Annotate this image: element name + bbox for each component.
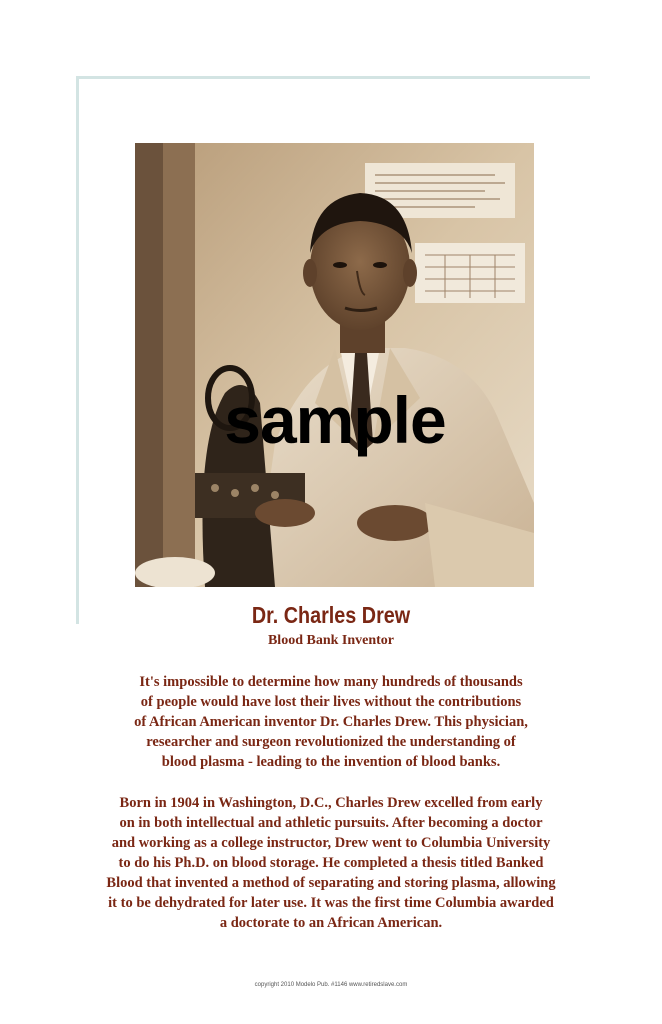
paragraph-line: it to be dehydrated for later use. It was the first time Columbia awarded xyxy=(108,895,554,911)
page-title: Dr. Charles Drew xyxy=(251,602,411,628)
paragraph-line: blood plasma - leading to the invention of blood banks. xyxy=(161,754,501,770)
copyright-notice: copyright 2010 Modelo Pub. #1146 www.retiredslave.com xyxy=(254,982,408,988)
paragraph-line: It's impossible to determine how many hundreds of thousands xyxy=(139,674,523,690)
paragraph-line: on in both intellectual and athletic pursuits. After becoming a doctor xyxy=(119,815,543,831)
paragraph-line: Born in 1904 in Washington, D.C., Charles Drew excelled from early xyxy=(119,795,543,811)
paragraph-line: of African American inventor Dr. Charles Drew. This physician, xyxy=(134,714,528,730)
paragraph-line: a doctorate to an African American. xyxy=(219,915,443,931)
paragraph-line: and working as a college instructor, Drew went to Columbia University xyxy=(111,835,551,851)
intro-paragraph xyxy=(90,672,572,772)
page-subtitle: Blood Bank Inventor xyxy=(267,633,395,648)
sample-watermark: sample xyxy=(224,383,446,457)
paragraph-line: to do his Ph.D. on blood storage. He completed a thesis titled Banked xyxy=(118,855,544,871)
paragraph-line: researcher and surgeon revolutionized the understanding of xyxy=(146,734,516,750)
portrait-photo xyxy=(135,143,534,587)
paragraph-line: Blood that invented a method of separating and storing plasma, allowing xyxy=(106,875,556,891)
paragraph-line: of people would have lost their lives without the contributions xyxy=(140,694,522,710)
biography-paragraph xyxy=(90,793,572,933)
